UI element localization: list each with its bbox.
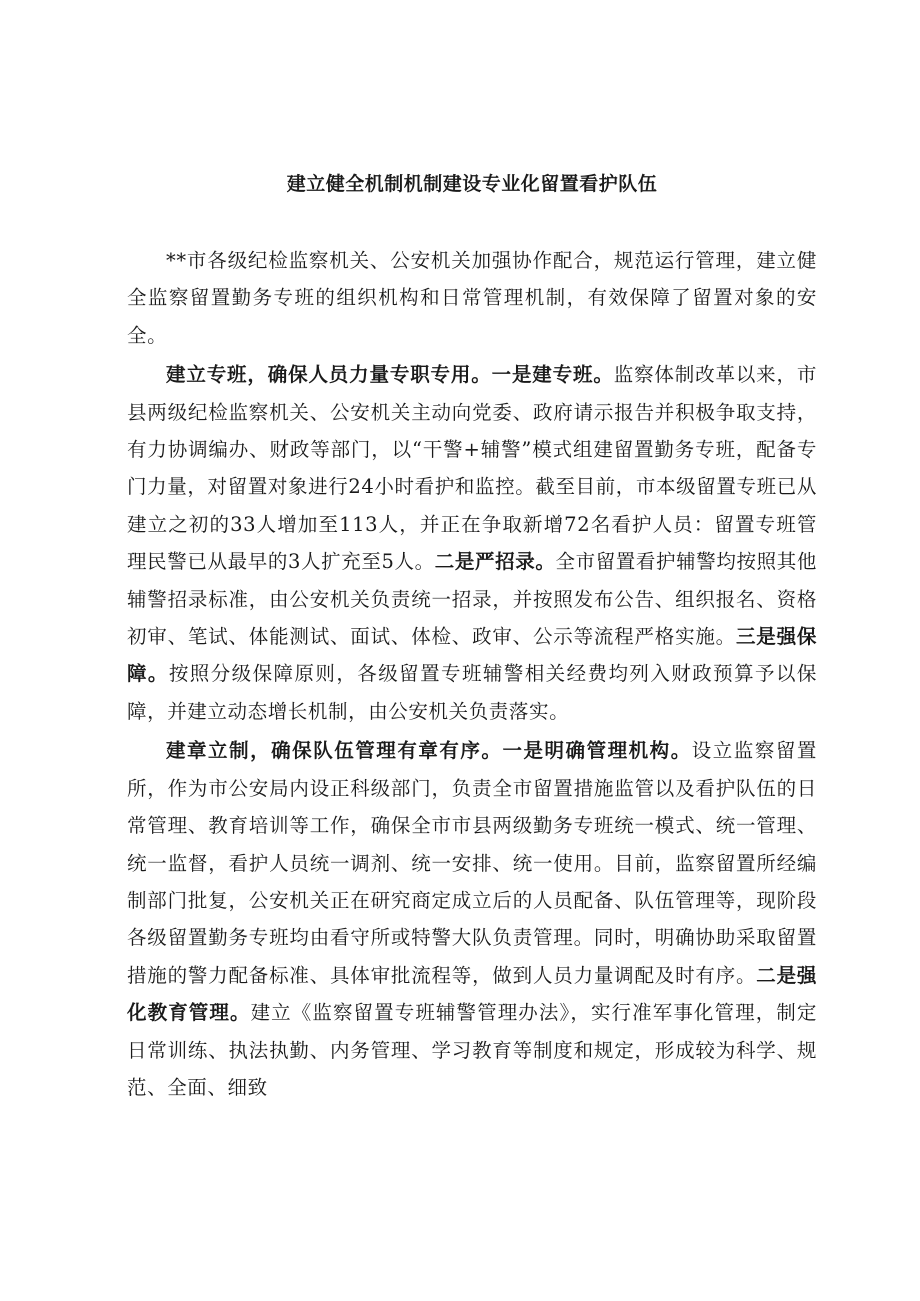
section-2-point-1-heading: 一是明确管理机构。 — [502, 739, 692, 763]
document-page — [127, 0, 817, 1106]
section-2-point-2-heading: 二是强化教育管理。 — [127, 963, 817, 1025]
section-1-point-3-heading: 三是强保障。 — [127, 625, 817, 686]
section-1-lead: 建立专班，确保人员力量专职专用。 — [166, 363, 492, 387]
section-1-point-3-text: 按照分级保障原则，各级留置专班辅警相关经费均列入财政预算予以保障，并建立动态增长机制，由公安机关负责落实。 — [127, 662, 817, 723]
section-2-paragraph — [127, 732, 817, 1106]
section-2-point-1-text: 设立监察留置所，作为市公安局内设正科级部门，负责全市留置措施监管以及看护队伍的日常管理、教育培训等工作，确保全市市县两级勤务专班统一模式、统一管理、统一监督，看护人员统一调剂、统一安排、统一使用。目前，监察留置所经编制部门批复，公安机关正在研究商定成立后的人员配备、队伍管理等，现阶段各级留置勤务专班均由看守所或特警大队负责管理。同时，明确协助采取留置措施的警力配备标准、具体审批流程等，做到人员力量调配及时有序。 — [127, 739, 817, 987]
intro-text: **市各级纪检监察机关、公安机关加强协作配合，规范运行管理，建立健全监察留置勤务专班的组织机构和日常管理机制，有效保障了留置对象的安全。 — [127, 249, 817, 347]
section-1-point-2-text: 全市留置看护辅警均按照其他辅警招录标准，由公安机关负责统一招录，并按照发布公告、组织报名、资格初审、笔试、体能测试、面试、体检、政审、公示等流程严格实施。 — [127, 550, 817, 649]
section-2-point-2-text: 建立《监察留置专班辅警管理办法》，实行准军事化管理，制定日常训练、执法执勤、内务管理、学习教育等制度和规定，形成较为科学、规范、全面、细致 — [127, 1001, 817, 1099]
intro-paragraph — [127, 242, 817, 354]
document-title: 建立健全机制机制建设专业化留置看护队伍 — [286, 173, 658, 195]
section-1-paragraph — [127, 356, 817, 730]
section-1-point-1-heading: 一是建专班。 — [491, 363, 614, 387]
section-1-point-2-heading: 二是严招录。 — [434, 550, 556, 574]
section-1-point-1-text: 监察体制改革以来，市县两级纪检监察机关、公安机关主动向党委、政府请示报告并积极争取支持，有力协调编办、财政等部门，以“干警+辅警”模式组建留置勤务专班，配备专门力量，对留置对象进行24小时看护和监控。截至目前，市本级留置专班已从建立之初的33人增加至113人，并正在争取新增72名看护人员：留置专班管理民警已从最早的3人扩充至5人。 — [127, 363, 817, 574]
section-2-lead: 建章立制，确保队伍管理有章有序。 — [166, 739, 503, 763]
